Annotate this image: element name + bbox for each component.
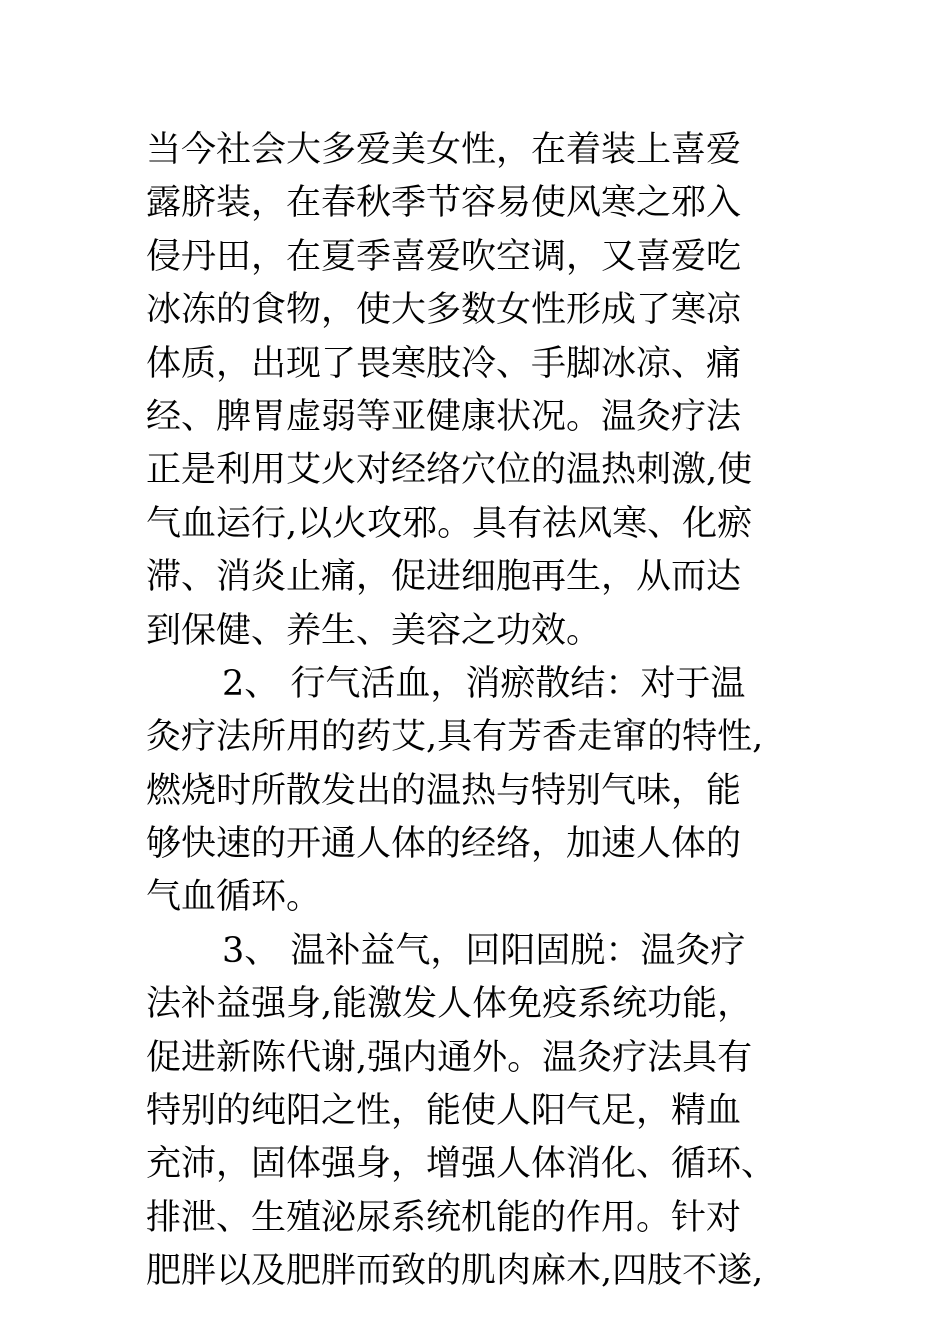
text-line: 3、 温补益气，回阳固脱：温灸疗: [222, 930, 746, 971]
text-line: 气血循环。: [146, 877, 322, 918]
text-line: 当今社会大多爱美女性，在着装上喜爱: [146, 130, 742, 170]
text-line: 特别的纯阳之性，能使人阳气足，精血: [146, 1091, 742, 1132]
text-line: 肥胖以及肥胖而致的肌肉麻木,四肢不遂,: [146, 1251, 764, 1292]
text-line: 促进新陈代谢,强内通外。温灸疗法具有: [146, 1037, 753, 1078]
text-line: 侵丹田，在夏季喜爱吹空调，又喜爱吃: [146, 236, 742, 277]
text-line: 正是利用艾火对经络穴位的温热刺激,使: [146, 450, 753, 491]
text-line: 法补益强身,能激发人体免疫系统功能，: [146, 984, 753, 1025]
text-line: 到保健、养生、美容之功效。: [146, 610, 602, 651]
text-line: 经、脾胃虚弱等亚健康状况。温灸疗法: [146, 396, 742, 437]
text-line: 体质，出现了畏寒肢冷、手脚冰凉、痛: [146, 343, 742, 384]
text-line: 露脐装，在春秋季节容易使风寒之邪入: [146, 183, 742, 224]
text-line: 2、 行气活血，消瘀散结：对于温: [222, 663, 746, 704]
text-line: 冰冻的食物，使大多数女性形成了寒凉: [146, 290, 742, 331]
text-line: 滞、消炎止痛，促进细胞再生，从而达: [146, 557, 742, 598]
text-line: 燃烧时所散发出的温热与特别气味，能: [146, 770, 742, 811]
text-line: 灸疗法所用的药艾,具有芳香走窜的特性,: [146, 717, 764, 758]
text-line: 气血运行,以火攻邪。具有祛风寒、化瘀: [146, 503, 753, 544]
body-text: [146, 124, 836, 1299]
text-line: 够快速的开通人体的经络，加速人体的: [146, 824, 742, 865]
text-line: 充沛，固体强身，增强人体消化、循环、: [146, 1144, 777, 1185]
text-line: 排泄、生殖泌尿系统机能的作用。针对: [146, 1197, 742, 1238]
